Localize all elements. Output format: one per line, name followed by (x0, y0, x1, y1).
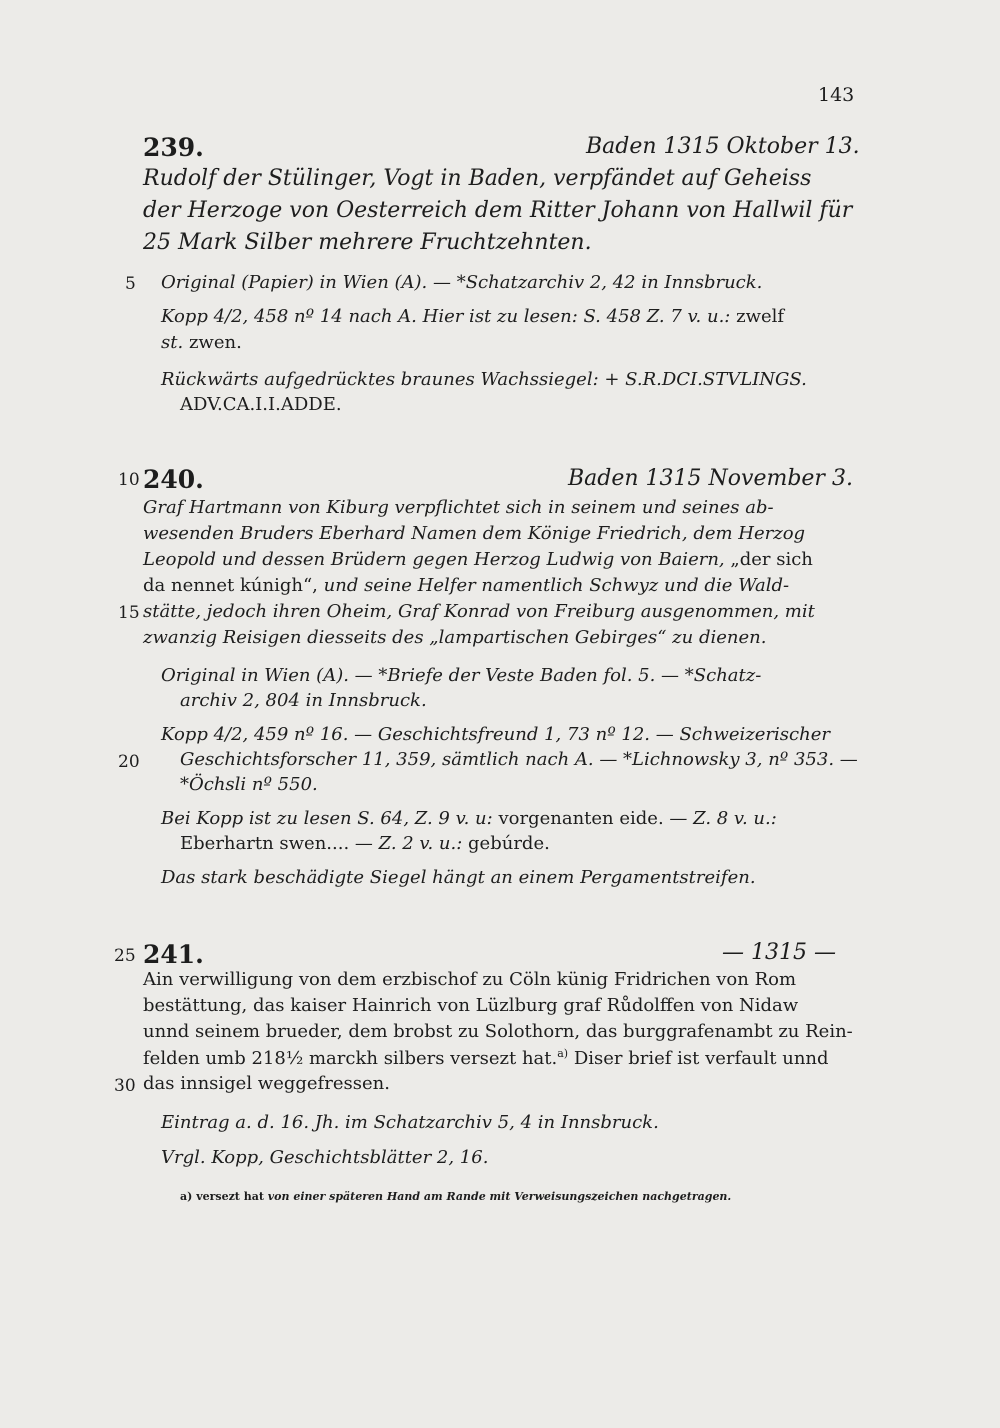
entry-summary-line (143, 549, 813, 570)
footnote (180, 1190, 731, 1203)
literature-note: Kopp 4/2, 459 nº 16. — Geschichtsfreund 1, 73 nº 12. — Schweizerischer (161, 724, 830, 745)
entry-summary-line: stätte, jedoch ihren Oheim, Graf Konrad von Freiburg ausgenommen, mit (143, 601, 815, 622)
footnote-text: von einer späteren Hand am Rande mit Verweisungszeichen nachgetragen. (267, 1190, 732, 1203)
reading-note (180, 833, 550, 854)
line-number: 5 (125, 274, 136, 294)
literature-note: Geschichtsforscher 11, 359, sämtlich nach A. — *Lichnowsky 3, nº 353. — (180, 749, 858, 770)
entry-number: 241. (143, 940, 204, 969)
reading-text: zwelf (736, 306, 785, 327)
entry-number: 239. (143, 133, 204, 162)
source-note-text: Kopp 4/2, 458 nº 14 nach A. Hier ist zu lesen: S. 458 Z. 7 v. u.: (161, 306, 731, 327)
reading-label: — Z. 8 v. u.: (669, 808, 777, 829)
entry-date: — 1315 — (722, 940, 836, 965)
entry-text: Diser brief ist verfault unnd (573, 1048, 829, 1069)
reading-text: gebúrde. (468, 833, 550, 854)
source-note-cont (161, 332, 242, 353)
quoted-text: da nennet kúnigh“, (143, 575, 318, 596)
source-note: Original in Wien (A). — *Briefe der Veste Baden fol. 5. — *Schatz- (161, 665, 762, 686)
source-note: Eintrag a. d. 16. Jh. im Schatzarchiv 5, 4 in Innsbruck. (161, 1112, 659, 1133)
entry-summary-line: 25 Mark Silber mehrere Fruchtzehnten. (143, 230, 592, 255)
page-number: 143 (818, 84, 855, 106)
entry-summary-line (143, 575, 789, 596)
line-number: 30 (114, 1076, 136, 1096)
line-number: 10 (118, 470, 140, 490)
reading-text: zwen. (188, 332, 242, 353)
source-note: Original (Papier) in Wien (A). — *Schatzarchiv 2, 42 in Innsbruck. (161, 272, 763, 293)
source-note (161, 306, 784, 327)
entry-summary-line: Rudolf der Stülinger, Vogt in Baden, verpfändet auf Geheiss (143, 166, 812, 191)
reading-label: Bei Kopp ist zu lesen S. 64, Z. 9 v. u: (161, 808, 493, 829)
footnote-mark: a) (180, 1190, 193, 1203)
entry-date: Baden 1315 November 3. (568, 466, 853, 491)
entry-number: 240. (143, 465, 204, 494)
line-number: 15 (118, 603, 140, 623)
entry-summary-line: Graf Hartmann von Kiburg verpflichtet sich in seinem und seines ab- (143, 497, 774, 518)
entry-text-line: Ain verwilligung von dem erzbischof zu Cöln künig Fridrichen von Rom (143, 969, 797, 990)
entry-text-line: unnd seinem brueder, dem brobst zu Solothorn, das burggrafenambt zu Rein- (143, 1021, 853, 1042)
source-note: archiv 2, 804 in Innsbruck. (180, 690, 427, 711)
entry-text-line: bestättung, das kaiser Hainrich von Lüzlburg graf Růdolffen von Nidaw (143, 995, 799, 1016)
entry-text-line (143, 1047, 829, 1069)
line-number: 20 (118, 752, 140, 772)
entry-summary-line: wesenden Bruders Eberhard Namen dem Könige Friedrich, dem Herzog (143, 523, 806, 544)
summary-text: Leopold und dessen Brüdern gegen Herzog Ludwig von Baiern, (143, 549, 725, 570)
literature-note: *Öchsli nº 550. (180, 774, 318, 795)
entry-text: felden umb 218½ marckh silbers versezt hat. (143, 1048, 558, 1069)
reading-text: Eberhartn swen.... (180, 833, 350, 854)
abbreviation: st. (161, 332, 184, 353)
quoted-text: „der sich (730, 549, 813, 570)
entry-date: Baden 1315 Oktober 13. (586, 134, 860, 159)
reading-note (161, 808, 777, 829)
seal-note: Das stark beschädigte Siegel hängt an einem Pergamentstreifen. (161, 867, 756, 888)
line-number: 25 (114, 946, 136, 966)
footnote-marker: a) (557, 1047, 569, 1060)
reading-text: vorgenanten eide. (498, 808, 664, 829)
footnote-text: versezt hat (196, 1190, 264, 1203)
entry-summary-line: der Herzoge von Oesterreich dem Ritter Johann von Hallwil für (143, 198, 853, 223)
seal-inscription: ADV.CA.I.I.ADDE. (180, 394, 342, 415)
entry-text-line: das innsigel weggefressen. (143, 1073, 390, 1094)
seal-note: Rückwärts aufgedrücktes braunes Wachssiegel: + S.R.DCI.STVLINGS. (161, 369, 807, 390)
entry-summary-line: zwanzig Reisigen diesseits des „lampartischen Gebirges“ zu dienen. (143, 627, 767, 648)
literature-note: Vrgl. Kopp, Geschichtsblätter 2, 16. (161, 1147, 489, 1168)
reading-label: — Z. 2 v. u.: (354, 833, 463, 854)
summary-text: und seine Helfer namentlich Schwyz und die Wald- (323, 575, 790, 596)
